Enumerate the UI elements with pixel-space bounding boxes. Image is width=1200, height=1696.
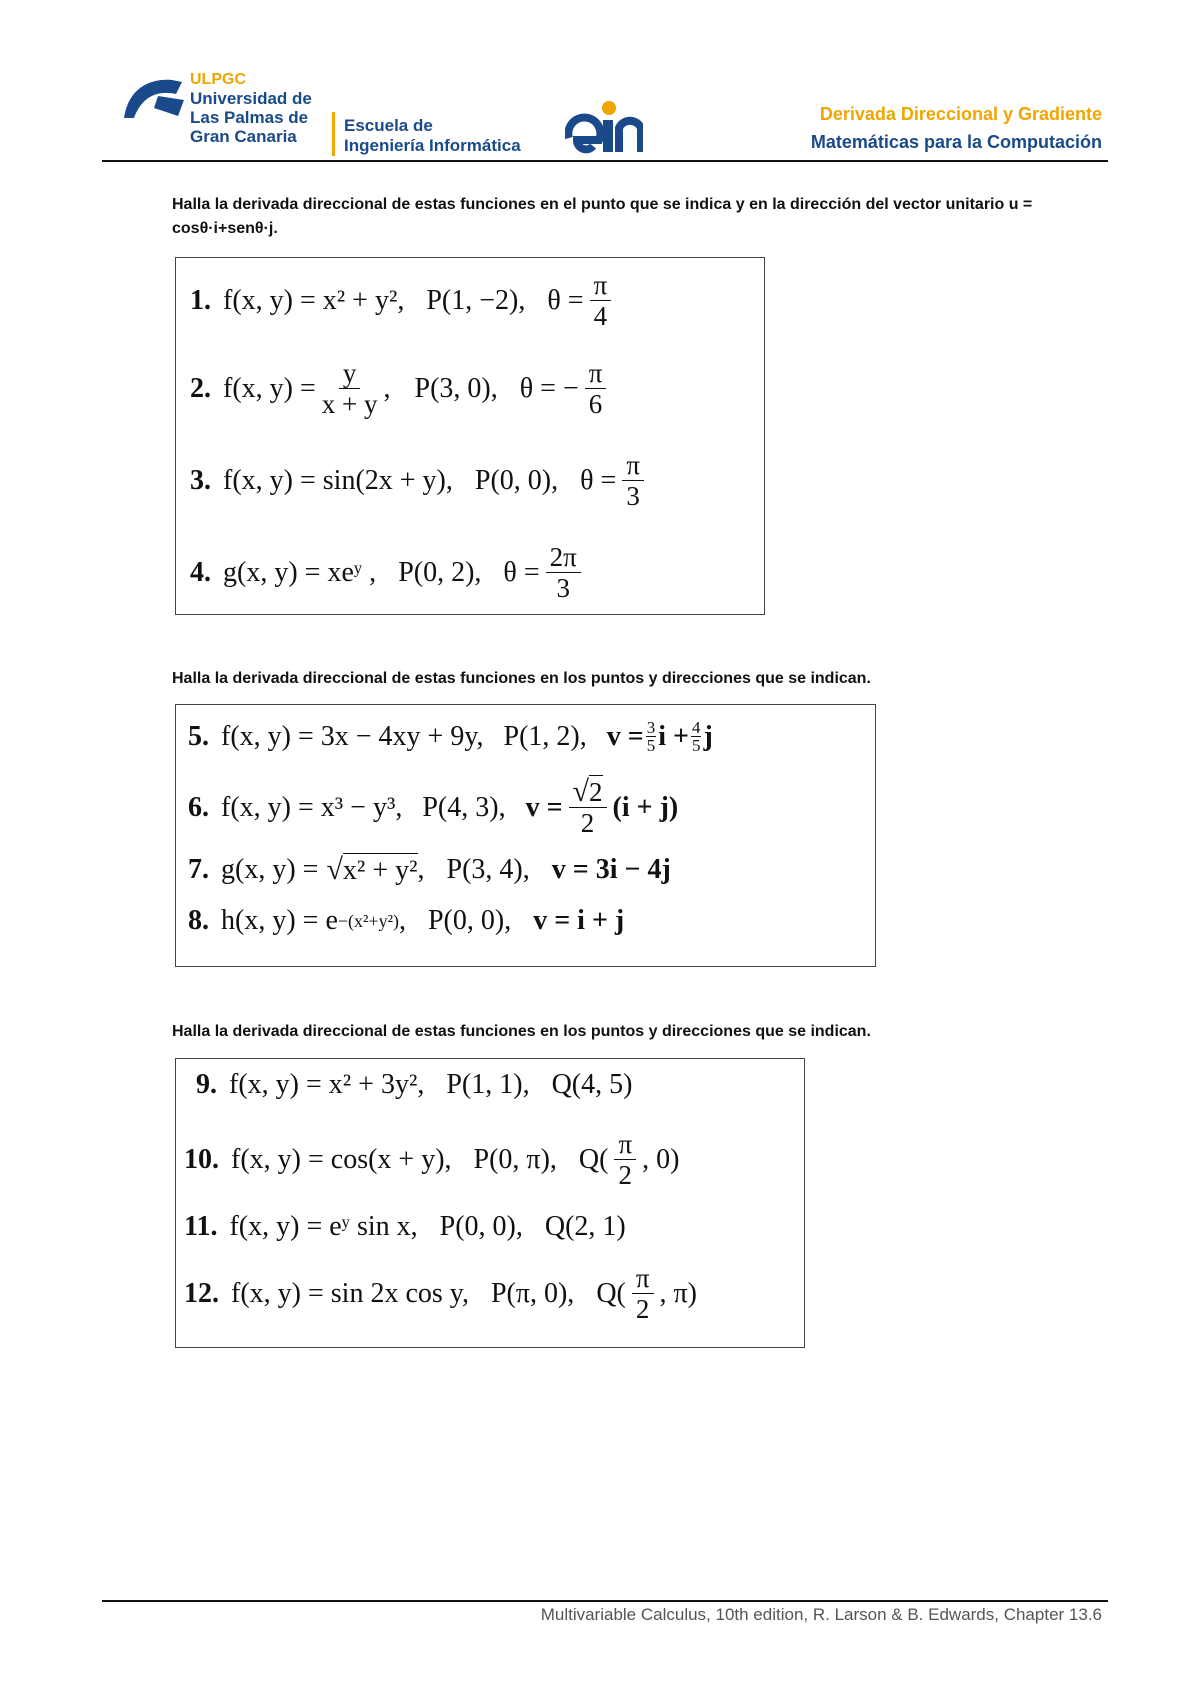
- problem-point: P(1, 2),: [503, 720, 587, 752]
- problem-8: [188, 905, 624, 937]
- problem-point: P(0, 0),: [474, 464, 559, 496]
- fraction-numerator: 2π: [546, 542, 581, 573]
- problem-1: [190, 270, 617, 331]
- vector-fraction-b: [691, 719, 702, 754]
- fraction-numerator: 4: [691, 718, 701, 737]
- university-line-1: Universidad de: [190, 89, 312, 108]
- problem-number: 12.: [184, 1277, 219, 1309]
- vector-fraction: [569, 777, 607, 838]
- problem-number: 10.: [184, 1143, 219, 1175]
- problem-function: f(x, y) = sin 2x cos y,: [231, 1277, 469, 1309]
- sqrt-icon: √: [572, 775, 590, 808]
- point-q-close: , π): [659, 1277, 697, 1309]
- fraction-denominator: 2: [618, 1160, 632, 1190]
- ulpgc-logo-icon: [118, 72, 188, 124]
- university-name: [190, 70, 312, 146]
- problem-4: [190, 542, 587, 603]
- problem-5: [188, 719, 713, 754]
- problem-number: 3.: [190, 464, 211, 496]
- ulpgc-brand: ULPGC: [190, 71, 246, 88]
- sqrt-argument: x² + y²: [342, 855, 418, 886]
- fraction-denominator: 5: [646, 736, 656, 755]
- school-name: [344, 116, 521, 156]
- instruction-1: Halla la derivada direccional de estas funciones en el punto que se indica y en la dirección del vector unitario u = cosθ·i+senθ·j.: [172, 196, 1033, 237]
- problem-function: f(x, y) = eʸ sin x,: [229, 1211, 418, 1242]
- document-title-block: [811, 100, 1102, 156]
- problem-theta-label: θ =: [503, 556, 540, 588]
- fraction-numerator: π: [614, 1129, 636, 1160]
- problem-point: P(4, 3),: [422, 791, 506, 823]
- sqrt-argument: 2: [589, 777, 603, 807]
- problem-number: 8.: [188, 905, 209, 936]
- header-divider: [332, 112, 335, 156]
- problem-11: [184, 1211, 626, 1243]
- fraction-numerator: π: [632, 1263, 654, 1294]
- problem-number: 9.: [196, 1069, 217, 1100]
- fraction-numerator: π: [585, 358, 607, 389]
- instruction-2: Halla la derivada direccional de estas funciones en los puntos y direcciones que se indican.: [172, 670, 871, 687]
- problem-12: [184, 1263, 697, 1324]
- problem-function: f(x, y) = x³ − y³,: [221, 791, 403, 823]
- comma: ,: [383, 372, 391, 404]
- problem-point-q: Q(2, 1): [544, 1211, 626, 1242]
- problem-point: P(1, −2),: [426, 284, 526, 316]
- theta-fraction: [546, 542, 581, 603]
- problem-box-3: [175, 1058, 805, 1348]
- problem-number: 11.: [184, 1211, 218, 1242]
- fraction-denominator: 3: [626, 481, 640, 511]
- theta-fraction: [585, 358, 607, 419]
- fraction-denominator: 5: [691, 736, 701, 755]
- document-subtitle: Matemáticas para la Computación: [810, 132, 1102, 152]
- problem-function-lhs: g(x, y) =: [221, 854, 319, 885]
- problem-function: f(x, y) = x² + y²,: [223, 284, 405, 316]
- problem-theta-label: θ = −: [519, 372, 579, 404]
- vector-label: v =: [606, 720, 644, 752]
- problem-point: P(0, 0),: [427, 905, 512, 936]
- problem-number: 2.: [190, 372, 211, 404]
- vector-middle: i +: [658, 720, 689, 752]
- document-title: Derivada Direccional y Gradiente: [819, 104, 1102, 124]
- problem-number: 5.: [188, 720, 209, 752]
- problem-vector: v = 3i − 4j: [551, 854, 671, 885]
- problem-point-q: Q(4, 5): [551, 1069, 633, 1100]
- point-fraction: [614, 1129, 636, 1190]
- point-fraction: [632, 1263, 654, 1324]
- problem-box-2: [175, 704, 876, 967]
- fraction-denominator: 3: [556, 573, 570, 603]
- fraction-numerator: 3: [646, 718, 656, 737]
- vector-end: j: [703, 720, 713, 752]
- problem-theta-label: θ =: [547, 284, 584, 316]
- fraction-numerator: π: [622, 450, 644, 481]
- problem-number: 6.: [188, 791, 209, 823]
- fraction-numerator: y: [339, 358, 361, 389]
- footer-citation: Multivariable Calculus, 10th edition, R. Larson & B. Edwards, Chapter 13.6: [540, 1605, 1102, 1624]
- problem-10: [184, 1129, 679, 1190]
- problem-point-p: P(1, 1),: [446, 1069, 530, 1100]
- problem-theta-label: θ =: [580, 464, 617, 496]
- point-q-open: Q(: [578, 1143, 609, 1175]
- problem-number: 7.: [188, 854, 209, 885]
- eii-logo-icon: [565, 100, 643, 156]
- instruction-3: Halla la derivada direccional de estas funciones en los puntos y direcciones que se indican.: [172, 1023, 871, 1040]
- problem-point-p: P(0, 0),: [439, 1211, 523, 1242]
- page-header: [0, 0, 1200, 170]
- header-rule: [102, 160, 1108, 162]
- fraction-numerator: [569, 777, 607, 808]
- problem-function-lhs: f(x, y) =: [223, 372, 316, 404]
- problem-2: [190, 358, 612, 419]
- university-line-2: Las Palmas de: [190, 108, 309, 127]
- problem-function: f(x, y) = x² + 3y²,: [229, 1069, 425, 1100]
- problem-9: [196, 1069, 632, 1101]
- problem-3: [190, 450, 650, 511]
- fraction-denominator: 2: [580, 808, 595, 838]
- fraction-denominator: 6: [588, 389, 603, 419]
- vector-label: v =: [525, 791, 563, 823]
- problem-box-1: [175, 257, 765, 615]
- problem-number: 1.: [190, 284, 211, 316]
- problem-point-p: P(π, 0),: [490, 1277, 575, 1309]
- problem-function: f(x, y) = sin(2x + y),: [223, 464, 453, 496]
- problem-point: P(0, 2),: [398, 556, 482, 588]
- fraction-denominator: 4: [593, 301, 608, 331]
- point-q-close: , 0): [642, 1143, 680, 1175]
- theta-fraction: [590, 270, 612, 331]
- problem-function: g(x, y) = xeʸ ,: [223, 556, 377, 588]
- theta-fraction: [622, 450, 644, 511]
- vector-fraction-a: [646, 719, 657, 754]
- comma: ,: [398, 905, 406, 936]
- problem-function: f(x, y) = cos(x + y),: [231, 1143, 452, 1175]
- school-line-1: Escuela de: [344, 116, 433, 135]
- problem-number: 4.: [190, 556, 211, 588]
- problem-function: f(x, y) = 3x − 4xy + 9y,: [221, 720, 484, 752]
- problem-point: P(3, 4),: [446, 854, 530, 885]
- problem-point: P(3, 0),: [414, 372, 498, 404]
- comma: ,: [417, 854, 425, 885]
- exponent: −(x²+y²): [337, 910, 399, 931]
- fraction-denominator: x + y: [321, 389, 378, 419]
- sqrt-icon: √: [326, 853, 343, 886]
- problem-function-lhs: h(x, y) = e: [221, 905, 338, 936]
- school-line-2: Ingeniería Informática: [344, 136, 521, 155]
- footer-rule: [102, 1600, 1108, 1602]
- problem-7: [188, 853, 671, 887]
- fraction-numerator: π: [590, 270, 612, 301]
- fraction-denominator: 2: [635, 1294, 650, 1324]
- problem-6: [188, 777, 678, 838]
- university-line-3: Gran Canaria: [190, 127, 297, 146]
- function-fraction: [322, 358, 378, 419]
- point-q-open: Q(: [596, 1277, 626, 1309]
- problem-point-p: P(0, π),: [473, 1143, 557, 1175]
- vector-end: (i + j): [612, 791, 679, 823]
- problem-vector: v = i + j: [533, 905, 625, 936]
